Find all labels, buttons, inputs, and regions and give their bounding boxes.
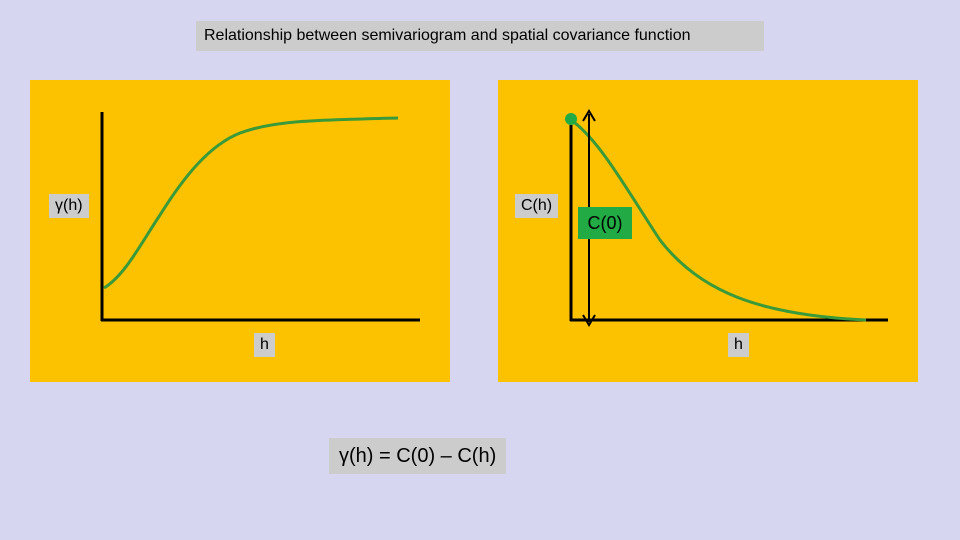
c0-sill-label: C(0)	[578, 207, 632, 239]
diagram-title: Relationship between semivariogram and spatial covariance function	[196, 21, 764, 51]
semivariogram-curve	[104, 118, 398, 288]
semivariogram-x-label: h	[254, 333, 275, 357]
semivariogram-y-label: γ(h)	[49, 194, 89, 218]
covariance-y-label: C(h)	[515, 194, 558, 218]
covariance-x-label: h	[728, 333, 749, 357]
relationship-formula: γ(h) = C(0) – C(h)	[329, 438, 506, 474]
c0-point	[565, 113, 577, 125]
